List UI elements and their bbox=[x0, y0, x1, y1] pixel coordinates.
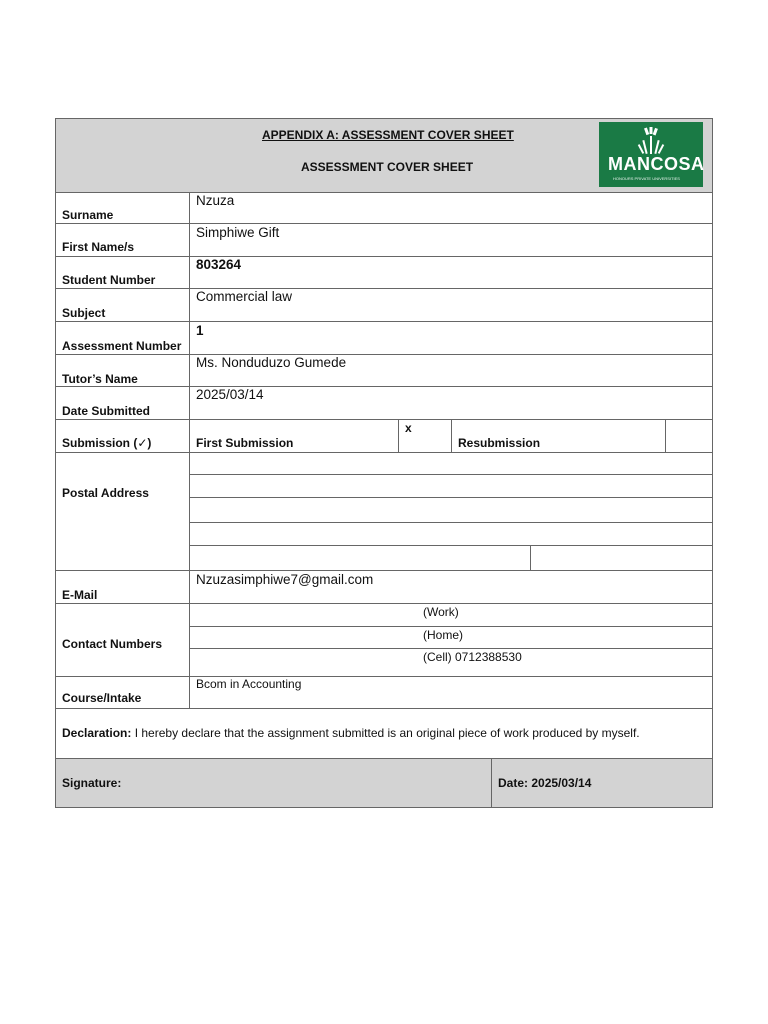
assessment-number-value[interactable]: 1 bbox=[196, 323, 204, 338]
postal-code[interactable] bbox=[531, 546, 712, 570]
submission-label: Submission (✓) bbox=[62, 436, 152, 450]
first-names-label: First Name/s bbox=[62, 240, 135, 254]
contact-home[interactable]: (Home) bbox=[423, 628, 464, 642]
first-submission-label: First Submission bbox=[196, 436, 294, 450]
mancosa-logo bbox=[599, 122, 703, 187]
first-names-value[interactable]: Simphiwe Gift bbox=[196, 225, 280, 240]
contact-work[interactable]: (Work) bbox=[423, 605, 459, 619]
subject-value[interactable]: Commercial law bbox=[196, 289, 293, 304]
resubmission-label: Resubmission bbox=[458, 436, 541, 450]
assessment-number-label: Assessment Number bbox=[62, 339, 182, 353]
postal-address-line-5[interactable] bbox=[190, 546, 530, 570]
tutor-name-label: Tutor’s Name bbox=[62, 372, 138, 386]
course-intake-value[interactable]: Bcom in Accounting bbox=[196, 677, 302, 691]
student-number-label: Student Number bbox=[62, 273, 156, 287]
student-number-value[interactable]: 803264 bbox=[196, 257, 242, 272]
appendix-title: APPENDIX A: ASSESSMENT COVER SHEET bbox=[262, 128, 514, 142]
footer-date: Date: 2025/03/14 bbox=[498, 776, 592, 790]
postal-address-line-1[interactable] bbox=[190, 453, 712, 474]
first-submission-mark[interactable]: x bbox=[405, 421, 412, 435]
tutor-name-value[interactable]: Ms. Nonduduzo Gumede bbox=[196, 355, 347, 370]
postal-address-line-4[interactable] bbox=[190, 523, 712, 545]
surname-label: Surname bbox=[62, 208, 114, 222]
signature-label: Signature: bbox=[62, 776, 122, 790]
contact-cell[interactable]: (Cell) 0712388530 bbox=[423, 650, 522, 664]
course-intake-label: Course/Intake bbox=[62, 691, 142, 705]
signature-field[interactable] bbox=[130, 765, 485, 800]
postal-address-line-2[interactable] bbox=[190, 475, 712, 497]
date-submitted-value[interactable]: 2025/03/14 bbox=[196, 387, 264, 402]
postal-address-label: Postal Address bbox=[62, 486, 149, 500]
logo-wordmark: MANCOSA bbox=[608, 154, 705, 174]
email-label: E-Mail bbox=[62, 588, 98, 602]
date-submitted-label: Date Submitted bbox=[62, 404, 151, 418]
declaration-label: Declaration: bbox=[62, 726, 132, 740]
surname-value[interactable]: Nzuza bbox=[196, 193, 235, 208]
email-value[interactable]: Nzuzasimphiwe7@gmail.com bbox=[196, 572, 374, 587]
postal-address-line-3[interactable] bbox=[190, 498, 712, 522]
declaration-text: I hereby declare that the assignment submitted is an original piece of work produced by myself. bbox=[134, 726, 640, 740]
logo-tagline: HONOURS PRIVATE UNIVERSITIES bbox=[613, 176, 680, 181]
contact-numbers-label: Contact Numbers bbox=[62, 637, 163, 651]
declaration bbox=[62, 727, 640, 739]
subject-label: Subject bbox=[62, 306, 106, 320]
sheet-title: ASSESSMENT COVER SHEET bbox=[301, 160, 474, 174]
